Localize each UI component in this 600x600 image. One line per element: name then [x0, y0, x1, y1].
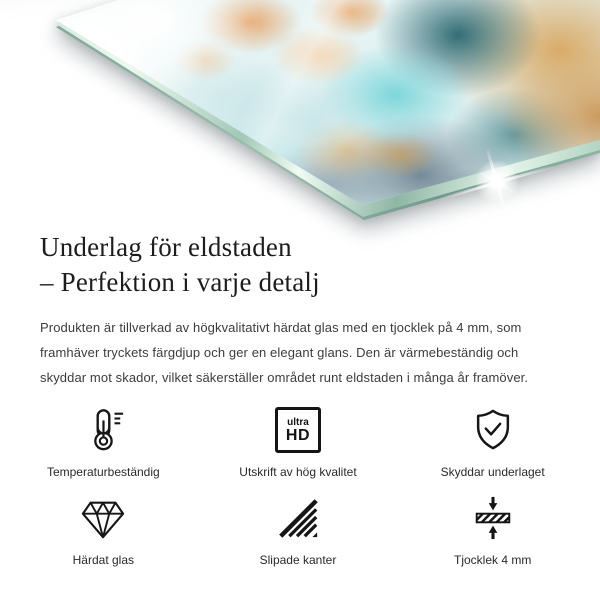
feature-label: Utskrift av hög kvalitet	[239, 465, 357, 479]
feature-temperature	[6, 407, 201, 479]
product-description-section	[0, 230, 600, 390]
feature-tempered-glass	[6, 495, 201, 567]
shield-check-icon	[470, 407, 516, 453]
title-line-2: – Perfektion i varje detalj	[40, 267, 320, 297]
feature-protects	[395, 407, 590, 479]
feature-polished-edges	[201, 495, 396, 567]
product-description: Produkten är tillverkad av högkvalitativt härdat glas med en tjocklek på 4 mm, som framhäver tryckets färgdjup och ger en elegant glans. Den är värmebeständig och skyddar mot skador, vilket säkerställer området runt eldstaden i många år framöver.	[40, 320, 529, 385]
thickness-icon	[470, 495, 516, 541]
feature-thickness	[395, 495, 590, 567]
polished-edges-icon	[275, 495, 321, 541]
thermometer-icon	[80, 407, 126, 453]
feature-label: Tjocklek 4 mm	[453, 553, 532, 567]
feature-label: Skyddar underlaget	[440, 465, 545, 479]
diamond-icon	[80, 495, 126, 541]
hero-image	[0, 0, 600, 222]
feature-label: Temperaturbeständig	[46, 465, 160, 479]
feature-grid	[0, 407, 600, 567]
page-title	[40, 230, 560, 300]
ultra-hd-icon: ultra HD	[275, 407, 321, 453]
feature-label: Slipade kanter	[259, 553, 337, 567]
feature-label: Härdat glas	[72, 553, 135, 567]
feature-print-quality	[201, 407, 396, 479]
title-line-1: Underlag för eldstaden	[40, 232, 292, 262]
